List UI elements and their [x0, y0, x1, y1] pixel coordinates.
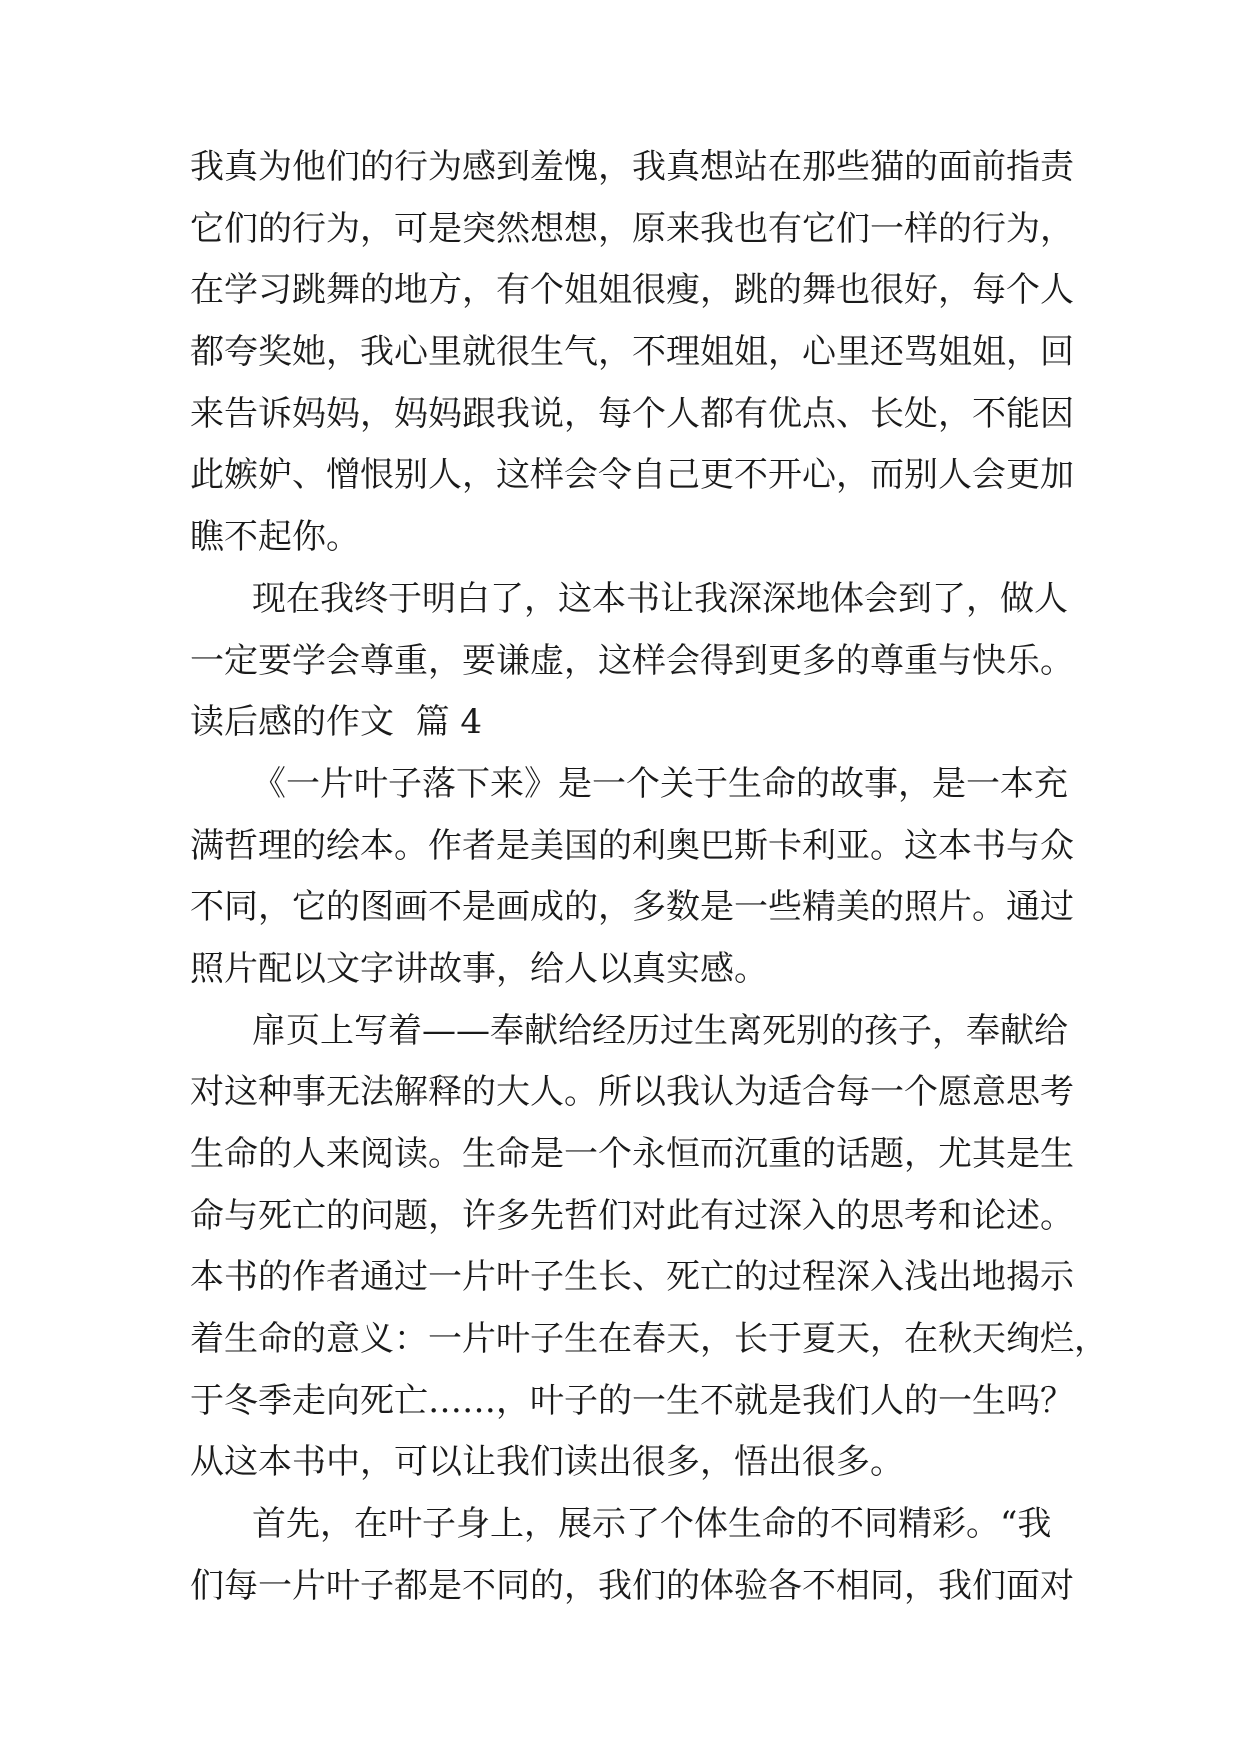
text-line: 我真为他们的行为感到羞愧，我真想站在那些猫的面前指责 [190, 147, 1074, 187]
section-heading: 读后感的作文 篇 4 [190, 702, 483, 743]
text-line: 来告诉妈妈，妈妈跟我说，每个人都有优点、长处，不能因 [190, 393, 1074, 434]
text-line: 扉页上写着——奉献给经历过生离死别的孩子，奉献给 [252, 1010, 1068, 1051]
text-line: 们每一片叶子都是不同的，我们的体验各不相同，我们面对 [190, 1565, 1074, 1606]
text-line: 首先，在叶子身上，展示了个体生命的不同精彩。“我 [252, 1504, 1052, 1545]
text-line: 现在我终于明白了，这本书让我深深地体会到了，做人 [252, 578, 1068, 619]
body-text [190, 137, 1108, 1618]
text-line: 命与死亡的问题，许多先哲们对此有过深入的思考和论述。 [190, 1195, 1074, 1236]
text-line: 它们的行为，可是突然想想，原来我也有它们一样的行为， [190, 208, 1074, 249]
text-line: 不同，它的图画不是画成的，多数是一些精美的照片。通过 [190, 887, 1074, 928]
text-line: 此嫉妒、憎恨别人，这样会令自己更不开心，而别人会更加 [190, 455, 1074, 496]
text-line: 在学习跳舞的地方，有个姐姐很瘦，跳的舞也很好，每个人 [190, 270, 1074, 311]
text-line: 照片配以文字讲故事，给人以真实感。 [190, 948, 768, 989]
text-line: 于冬季走向死亡……，叶子的一生不就是我们人的一生吗？ [190, 1380, 1074, 1421]
text-line: 生命的人来阅读。生命是一个永恒而沉重的话题，尤其是生 [190, 1134, 1074, 1174]
text-line: 瞧不起你。 [190, 517, 360, 558]
text-line: 本书的作者通过一片叶子生长、死亡的过程深入浅出地揭示 [190, 1257, 1074, 1298]
text-line: 满哲理的绘本。作者是美国的利奥巴斯卡利亚。这本书与众 [190, 825, 1074, 866]
text-line: 一定要学会尊重，要谦虚，这样会得到更多的尊重与快乐。 [190, 640, 1074, 681]
text-line: 从这本书中，可以让我们读出很多，悟出很多。 [190, 1442, 904, 1483]
text-line: 都夸奖她，我心里就很生气，不理姐姐，心里还骂姐姐，回 [190, 332, 1074, 373]
text-line: 着生命的意义：一片叶子生在春天，长于夏天，在秋天绚烂， [190, 1319, 1108, 1360]
text-line: 《一片叶子落下来》是一个关于生命的故事，是一本充 [252, 763, 1068, 804]
text-line: 对这种事无法解释的大人。所以我认为适合每一个愿意思考 [190, 1072, 1074, 1113]
